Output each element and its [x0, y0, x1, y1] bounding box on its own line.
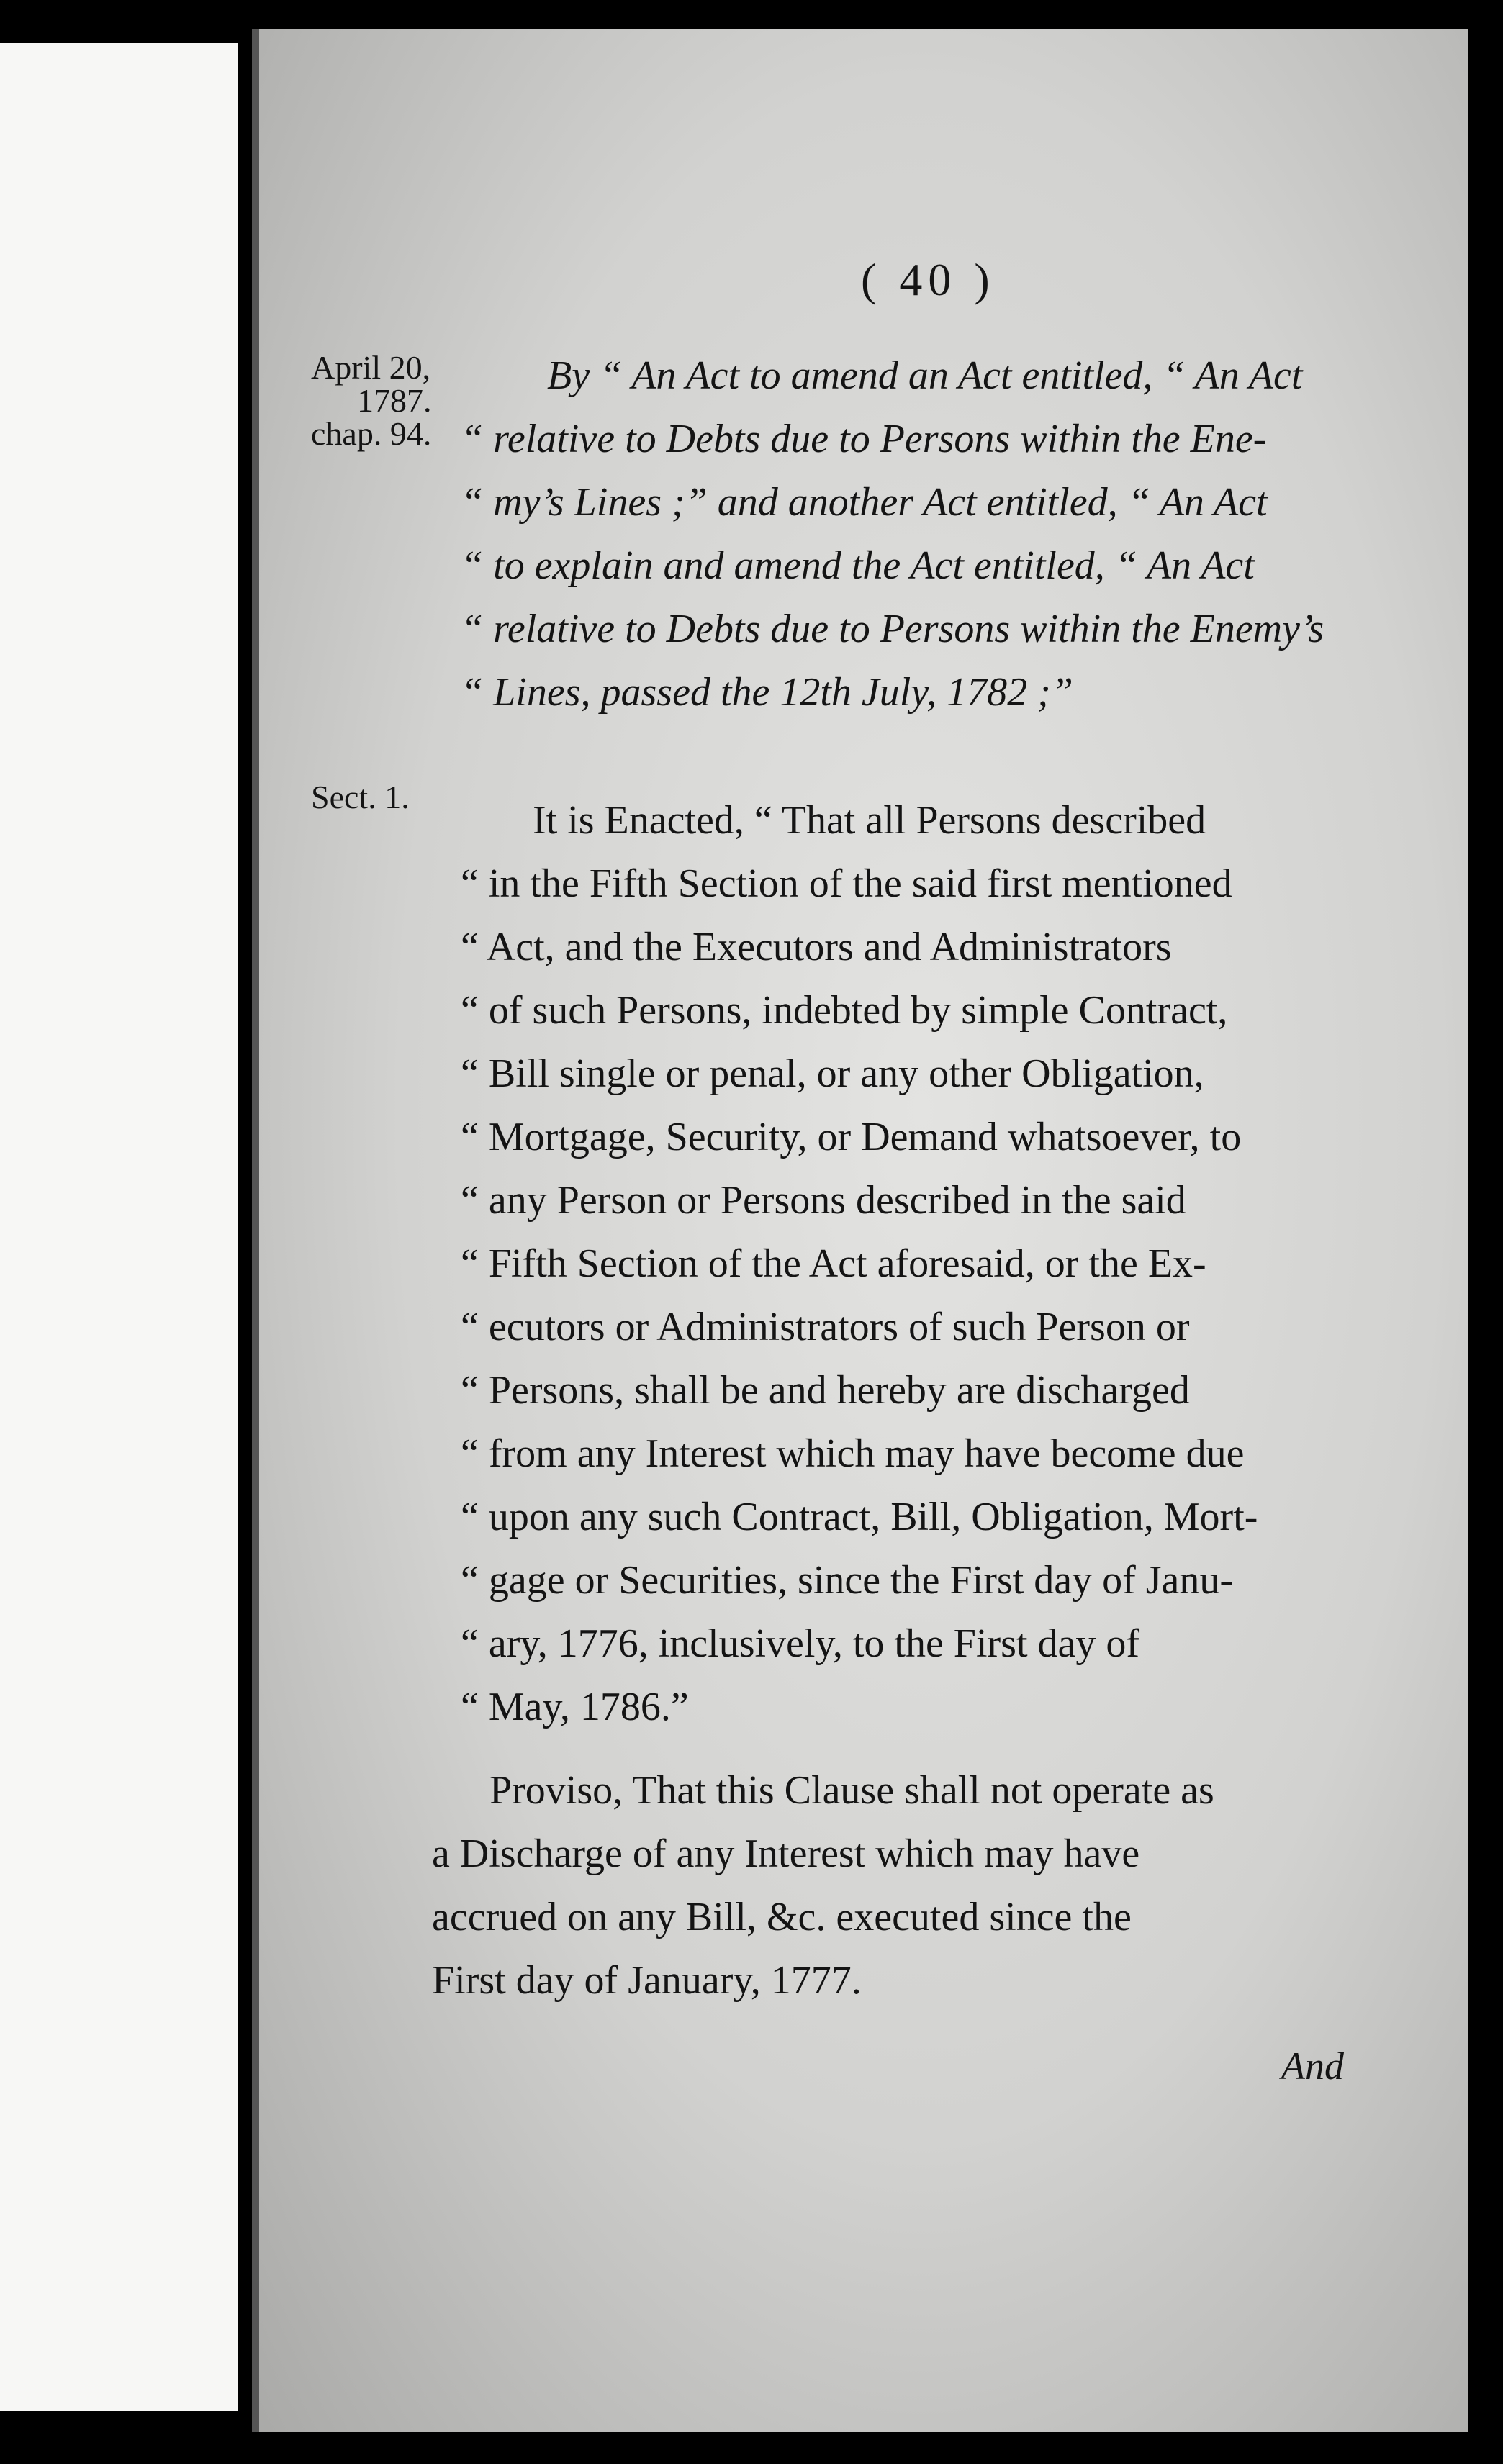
margin-date: [311, 351, 432, 450]
section-line: “ Fifth Section of the Act aforesaid, or the Ex-: [461, 1241, 1206, 1286]
title-line: “ to explain and amend the Act entitled, “ An Act: [461, 543, 1255, 588]
title-line: “ Lines, passed the 12th July, 1782 ;”: [461, 670, 1073, 715]
margin-section: Sect. 1.: [311, 779, 410, 815]
title-line: “ relative to Debts due to Persons within the Enemy’s: [461, 607, 1324, 651]
title-line: “ my’s Lines ;” and another Act entitled, “ An Act: [461, 480, 1268, 525]
section-line: “ upon any such Contract, Bill, Obligation, Mort-: [461, 1495, 1258, 1539]
page-number: ( 40 ): [861, 254, 996, 305]
catchword: And: [1281, 2044, 1344, 2088]
proviso-line: First day of January, 1777.: [432, 1958, 862, 2003]
section-line: “ from any Interest which may have become due: [461, 1431, 1245, 1476]
section-line: “ of such Persons, indebted by simple Contract,: [461, 988, 1228, 1033]
proviso-text: [432, 1759, 1382, 2012]
proviso-line: accrued on any Bill, &c. executed since the: [432, 1895, 1132, 1939]
proviso-line: a Discharge of any Interest which may have: [432, 1831, 1140, 1876]
proviso-line: Proviso, That this Clause shall not operate as: [489, 1768, 1214, 1813]
section-line: “ any Person or Persons described in the said: [461, 1178, 1186, 1223]
margin-date-line1: April 20,: [311, 349, 431, 386]
section-line: “ Bill single or penal, or any other Obligation,: [461, 1051, 1204, 1096]
facing-page-edge: [0, 43, 238, 2411]
title-line: By “ An Act to amend an Act entitled, “ An Act: [547, 353, 1303, 398]
section-line: “ May, 1786.”: [461, 1685, 689, 1729]
section-line: “ gage or Securities, since the First day of Janu-: [461, 1558, 1234, 1603]
margin-date-line2: 1787.: [357, 382, 432, 419]
title-line: “ relative to Debts due to Persons within the Ene-: [461, 417, 1267, 461]
section-line: “ Mortgage, Security, or Demand whatsoever, to: [461, 1115, 1242, 1159]
section-line: It is Enacted, “ That all Persons described: [533, 798, 1206, 843]
section-line: “ Persons, shall be and hereby are discharged: [461, 1368, 1190, 1413]
act-title: [461, 344, 1411, 724]
section-text: [461, 789, 1411, 1739]
margin-chapter: chap. 94.: [311, 415, 432, 452]
section-line: “ ecutors or Administrators of such Person or: [461, 1305, 1190, 1349]
page-gutter: [252, 29, 259, 2432]
section-line: “ Act, and the Executors and Administrators: [461, 925, 1172, 969]
section-line: “ in the Fifth Section of the said first mentioned: [461, 861, 1232, 906]
section-line: “ ary, 1776, inclusively, to the First day of: [461, 1621, 1140, 1666]
